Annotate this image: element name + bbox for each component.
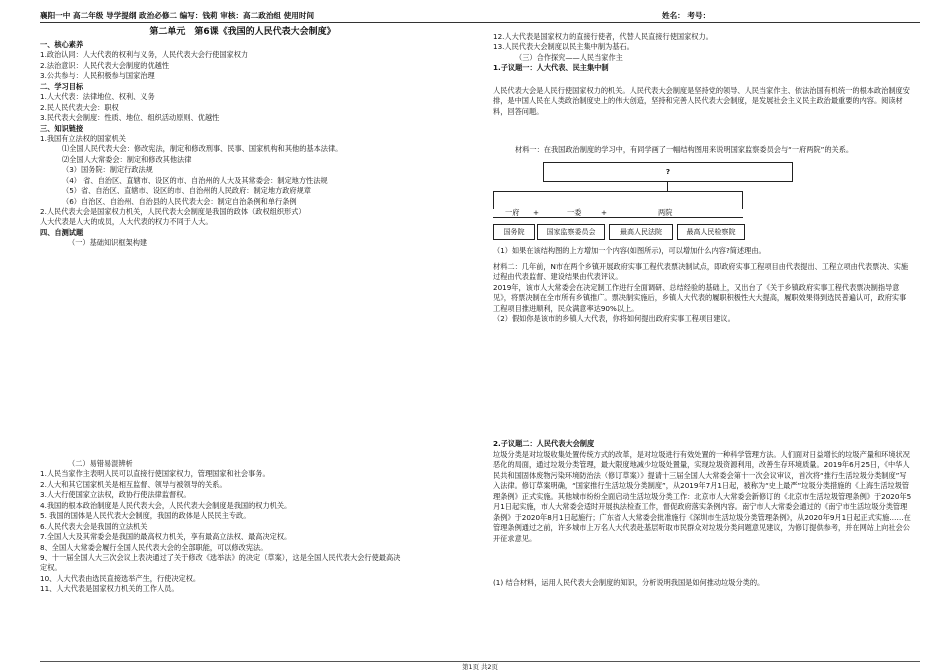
left-line-1: 1.政治认同：人大代表的权利与义务，人民代表大会行使国家权力 bbox=[40, 50, 249, 60]
left-line-3: 3.公共参与：人民积极参与国家治理 bbox=[40, 71, 155, 81]
error-item-line-4: 4.我国的根本政治制度是人民代表大会，人民代表大会制度是我国的权力机关。 bbox=[40, 500, 292, 510]
sub-topic-two-title: 2.子议题二：人民代表大会制度 bbox=[493, 439, 595, 448]
left-line-14: （5）省、自治区、直辖市、设区的市、自治州的人民政府：制定地方政府规章 bbox=[62, 186, 311, 196]
error-item-line-7: 7.全国人大及其常委会是我国的最高权力机关，享有最高立法权、最高决定权。 bbox=[40, 532, 292, 542]
header-name-id-fields: 姓名： 考号： bbox=[662, 11, 711, 20]
right-question-one bbox=[493, 246, 913, 256]
box-supreme-court: 最高人民法院 bbox=[609, 224, 673, 240]
error-item-line-12: 11、人大代表是国家权力机关的工作人员。 bbox=[40, 584, 179, 594]
label-plus-1: + bbox=[533, 208, 540, 217]
left-line-0: 一、核心素养 bbox=[40, 40, 84, 49]
error-item-line-5: 5. 我国的国体是人民代表大会制度，我国的政体是人民民主专政。 bbox=[40, 511, 251, 521]
left-line-11: ⑵全国人大常委会：制定和修改其他法律 bbox=[62, 154, 192, 164]
left-line-13: （4） 省、自治区、直辖市、设区的市、自治州的人大及其常委会：制定地方性法规 bbox=[62, 175, 328, 185]
lesson-title: 第二单元 第6课《我国的人民代表大会制度》 bbox=[149, 27, 336, 37]
error-item-line-8: 8、全国人大常委会履行全国人民代表大会的全部职能，可以修改宪法。 bbox=[40, 542, 268, 552]
left-line-4: 二、学习目标 bbox=[40, 81, 84, 91]
label-yiwei: 一委 bbox=[567, 208, 582, 217]
error-item-line-0: （二）易错易混辨析 bbox=[68, 459, 133, 468]
error-item-line-2: 2.人大和其它国家机关是相互监督、领导与被领导的关系。 bbox=[40, 479, 227, 489]
right-top-line-3: 1.子议题一：人大代表、民主集中制 bbox=[493, 63, 609, 73]
diagram-question-box: ? bbox=[543, 162, 793, 182]
left-line-16: 2.人民代表大会是国家权力机关，人民代表大会制度是我国的政体（政权组织形式） bbox=[40, 207, 306, 216]
material-two: 材料二：几年前，N市在两个乡镇开展政府实事工程代表票决制试点，即政府实事工程项目由代表提出、工程立项由代表票决、实施过程由代表监督、建设结果由代表评议。 2019年，该市人大常委会在决定制工作进行全面调研、总结经验的基础上，又出台了《关于乡镇政府实事工程代表票决制指导意见》，将票决制在全市所有乡镇推广。票决制实施后，乡镇人大代表的履职积极性大大提高，履职效果得到选民普遍认可，政府实事工程项目推进顺利，民众满意率达90%以上。 （2）假如你是该市的乡镇人大代表，你将如何提出政府实事工程项目建议。 bbox=[493, 262, 909, 324]
error-item-line-3: 3.人大行使国家立法权，政协行使法律监督权。 bbox=[40, 490, 191, 500]
box-supervisory-commission: 国家监察委员会 bbox=[537, 224, 605, 240]
label-plus-2: + bbox=[601, 208, 608, 217]
header-left-info: 襄阳一中 高二年级 导学提纲 政治必修二 编写：钱莉 审核：高二政治组 使用时间 bbox=[40, 11, 315, 20]
left-line-6: 2.民人民代表大会：职权 bbox=[40, 102, 119, 112]
right-top-line-2: （三）合作探究——人民当家作主 bbox=[515, 52, 623, 62]
box-state-council: 国务院 bbox=[493, 224, 535, 240]
material-one: 材料一：在我国政治制度的学习中，有同学画了一幅结构图用来说明国家监察委员会与“一府两院”的关系。 bbox=[515, 145, 854, 154]
right-column-top bbox=[493, 32, 913, 74]
left-line-17: 人大代表是人大的成员，人大代表的权力不同于人大。 bbox=[40, 217, 213, 227]
right-top-line-0: 12.人大代表是国家权力的直接行使者，代替人民直接行使国家权力。 bbox=[493, 32, 713, 41]
box-supreme-procuratorate: 最高人民检察院 bbox=[677, 224, 745, 240]
left-line-19: （一）基础知识框架构建 bbox=[68, 238, 148, 248]
left-column-bottom bbox=[40, 459, 450, 595]
left-line-8: 三、知识链接 bbox=[40, 123, 84, 133]
question-three: (1) 结合材料，运用人民代表大会制度的知识，分析说明我国是如何推动垃圾分类的。 bbox=[493, 578, 765, 587]
left-line-9: 1.我国有立法权的国家机关 bbox=[40, 133, 126, 143]
label-liangyuan: 两院 bbox=[658, 208, 673, 217]
left-line-5: 1.人大代表：法律地位、权利、义务 bbox=[40, 92, 155, 102]
left-column-top bbox=[40, 40, 450, 249]
question-line-0: （1）如果在该结构图的上方增加一个内容(如图所示)，可以增加什么内容?简述理由。 bbox=[493, 246, 766, 255]
error-item-line-1: 1.人民当家作主表明人民可以直接行使国家权力，管理国家和社会事务。 bbox=[40, 469, 270, 479]
left-line-10: ⑴全国人民代表大会：修改宪法，制定和修改刑事、民事、国家机构和其他的基本法律。 bbox=[62, 144, 343, 154]
error-item-line-9: 9、十一届全国人大三次会议上表决通过了关于修改《选举法》的决定（草案），这是全国人民代表大会行使最高决 bbox=[40, 552, 401, 562]
left-line-15: （6）自治区、自治州、自治县的人民代表大会：制定自治条例和单行条例 bbox=[62, 196, 297, 206]
left-line-7: 3.民代表大会制度：性质、地位、组织活动原则、优越性 bbox=[40, 113, 220, 123]
label-yifu: 一府 bbox=[505, 208, 520, 217]
right-top-line-1: 13.人民代表大会制度以民主集中制为基石。 bbox=[493, 42, 634, 52]
left-line-2: 2.法治意识：人民代表大会制度的优越性 bbox=[40, 60, 170, 70]
garbage-sorting-material: 垃圾分类是对垃圾收集处置传统方式的改革，是对垃圾进行有效处置的一种科学管理方法。人们面对日益增长的垃圾产量和环境状况恶化的局面，通过垃圾分类管理，最大限度地减少垃圾处置量，实现垃圾资源利用，改善生存环境质量。2019年6月25日，《中华人民共和国固体废物污染环境防治法（修订草案）》提请十三届全国人大常委会第十一次会议审议，首次将“推行生活垃圾分类制度”写入法律。修订草案明确，“国家推行生活垃圾分类制度”，从2019年7月1日起，被称为“史上最严”垃圾分类措施的《上海生活垃圾管理条例》正式实施。其他城市纷纷全面启动生活垃圾分类工作：北京市人大常委会新修订的《北京市生活垃圾管理条例》于2020年5月1日起实施，市人大常委会适时开展执法检查工作，督促政府落实条例内容。南宁市人大常委会通过的《南宁市生活垃圾分类管理条例》于2020年8月1日起施行；广东省人大常委会批准施行《深圳市生活垃圾分类管理条例》，从2020年9月1日起正式实施……在管理条例通过之前，许多城市上万名人大代表赴基层听取市民群众对垃圾分类问题意见建议，为修订提供参考，并在网站上向社会公开征求意见。 bbox=[493, 450, 912, 543]
left-line-18: 四、自测试题 bbox=[40, 227, 84, 237]
error-item-line-10: 定权。 bbox=[40, 563, 62, 573]
error-item-line-11: 10、人大代表由选民直接选举产生，行使决定权。 bbox=[40, 573, 201, 583]
intro-paragraph: 人民代表大会是人民行使国家权力的机关。人民代表大会制度是坚持党的领导、人民当家作主、依法治国有机统一的根本政治制度安排，是中国人民在人类政治制度史上的伟大创造，坚持和完善人民代表大会制度，是发展社会主义民主政治最重要的内容。阅读材料，回答问题。 bbox=[493, 86, 910, 116]
left-line-12: （3）国务院：制定行政法规 bbox=[62, 165, 153, 175]
error-item-line-6: 6.人民代表大会是我国的立法机关 bbox=[40, 521, 148, 531]
page-header bbox=[40, 8, 920, 23]
page-footer: 第1页 共2页 bbox=[40, 661, 920, 672]
structure-diagram bbox=[493, 160, 913, 242]
